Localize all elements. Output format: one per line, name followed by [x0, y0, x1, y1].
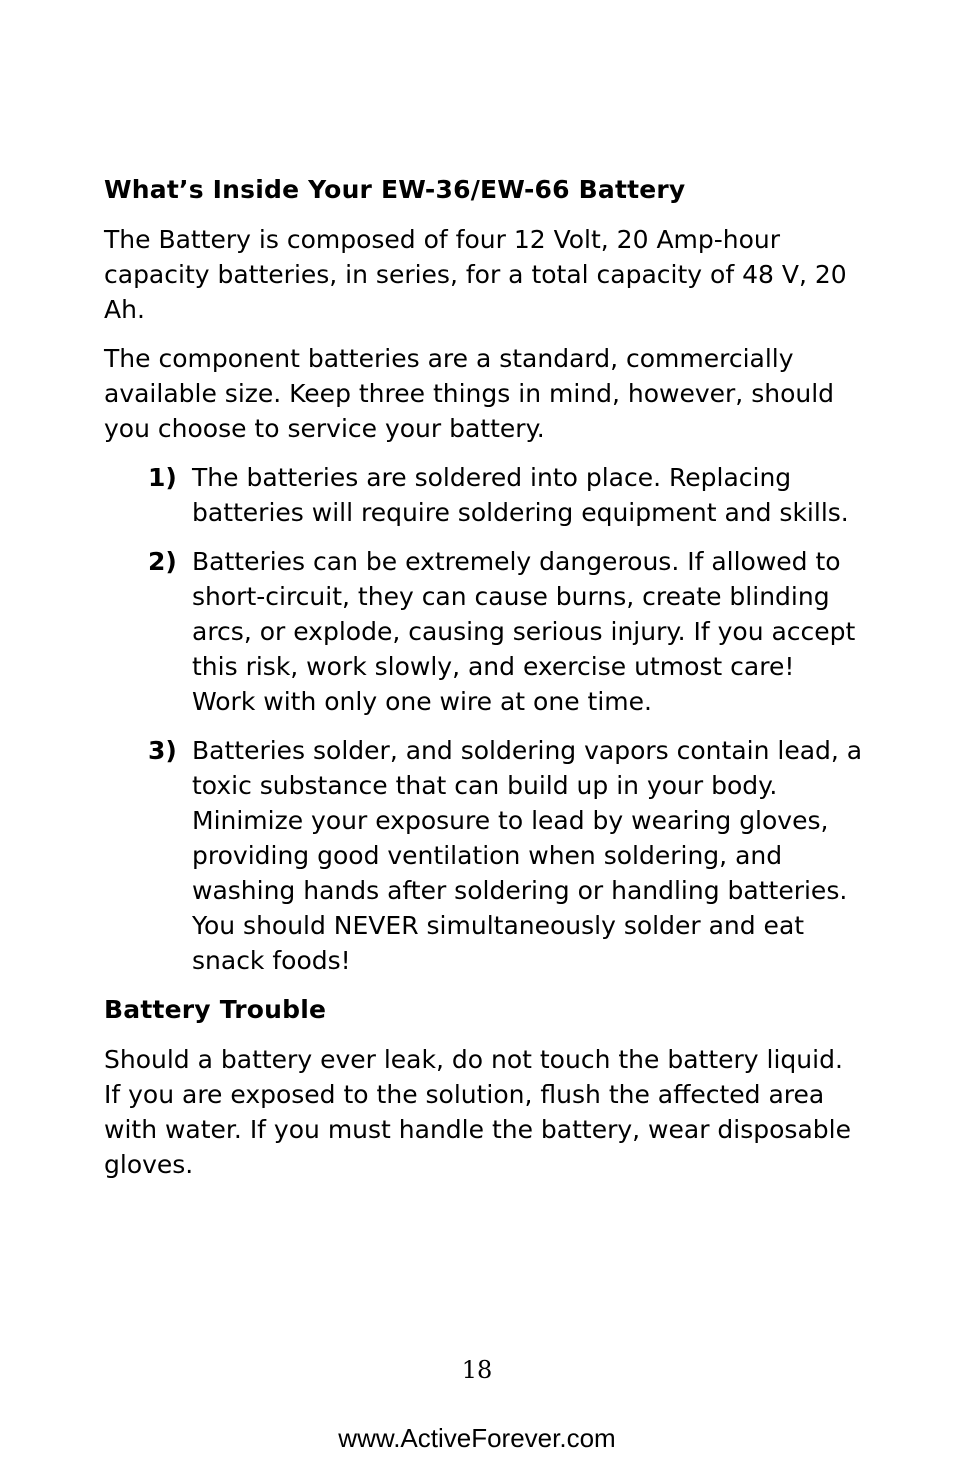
footer-url: www.ActiveForever.com	[338, 1423, 616, 1453]
list-item	[104, 733, 864, 978]
list-item	[104, 460, 864, 530]
list-item-text: The batteries are soldered into place. Replacing batteries will require soldering equipment and skills.	[192, 463, 849, 527]
list-item-text: Batteries solder, and soldering vapors contain lead, a toxic substance that can build up in your body. Minimize your exposure to lead by wearing gloves, providing good ventilation when soldering, and washing hands after soldering or handling batteries. You should NEVER simultaneously solder and eat snack foods!	[192, 736, 863, 975]
section-heading-whats-inside: What’s Inside Your EW-36/EW-66 Battery	[104, 175, 686, 204]
list-item	[104, 544, 864, 719]
list-item-number: 2)	[148, 547, 177, 576]
list-item-text: Batteries can be extremely dangerous. If allowed to short-circuit, they can cause burns, create blinding arcs, or explode, causing serious injury. If you accept this risk, work slowly, and exercise utmost care! Work with only one wire at one time.	[192, 547, 856, 716]
section-heading-battery-trouble: Battery Trouble	[104, 995, 327, 1024]
page-content	[104, 172, 864, 1196]
list-item-number: 1)	[148, 463, 177, 492]
precautions-list	[104, 460, 864, 978]
page-number: 18	[461, 1356, 493, 1384]
list-item-number: 3)	[148, 736, 177, 765]
paragraph-battery-leak: Should a battery ever leak, do not touch the battery liquid. If you are exposed to the solution, flush the affected area with water. If you must handle the battery, wear disposable gloves.	[104, 1045, 851, 1179]
paragraph-composition: The Battery is composed of four 12 Volt, 20 Amp-hour capacity batteries, in series, for a total capacity of 48 V, 20 Ah.	[104, 225, 847, 324]
paragraph-component-batteries: The component batteries are a standard, commercially available size. Keep three things in mind, however, should you choose to service your battery.	[104, 344, 835, 443]
